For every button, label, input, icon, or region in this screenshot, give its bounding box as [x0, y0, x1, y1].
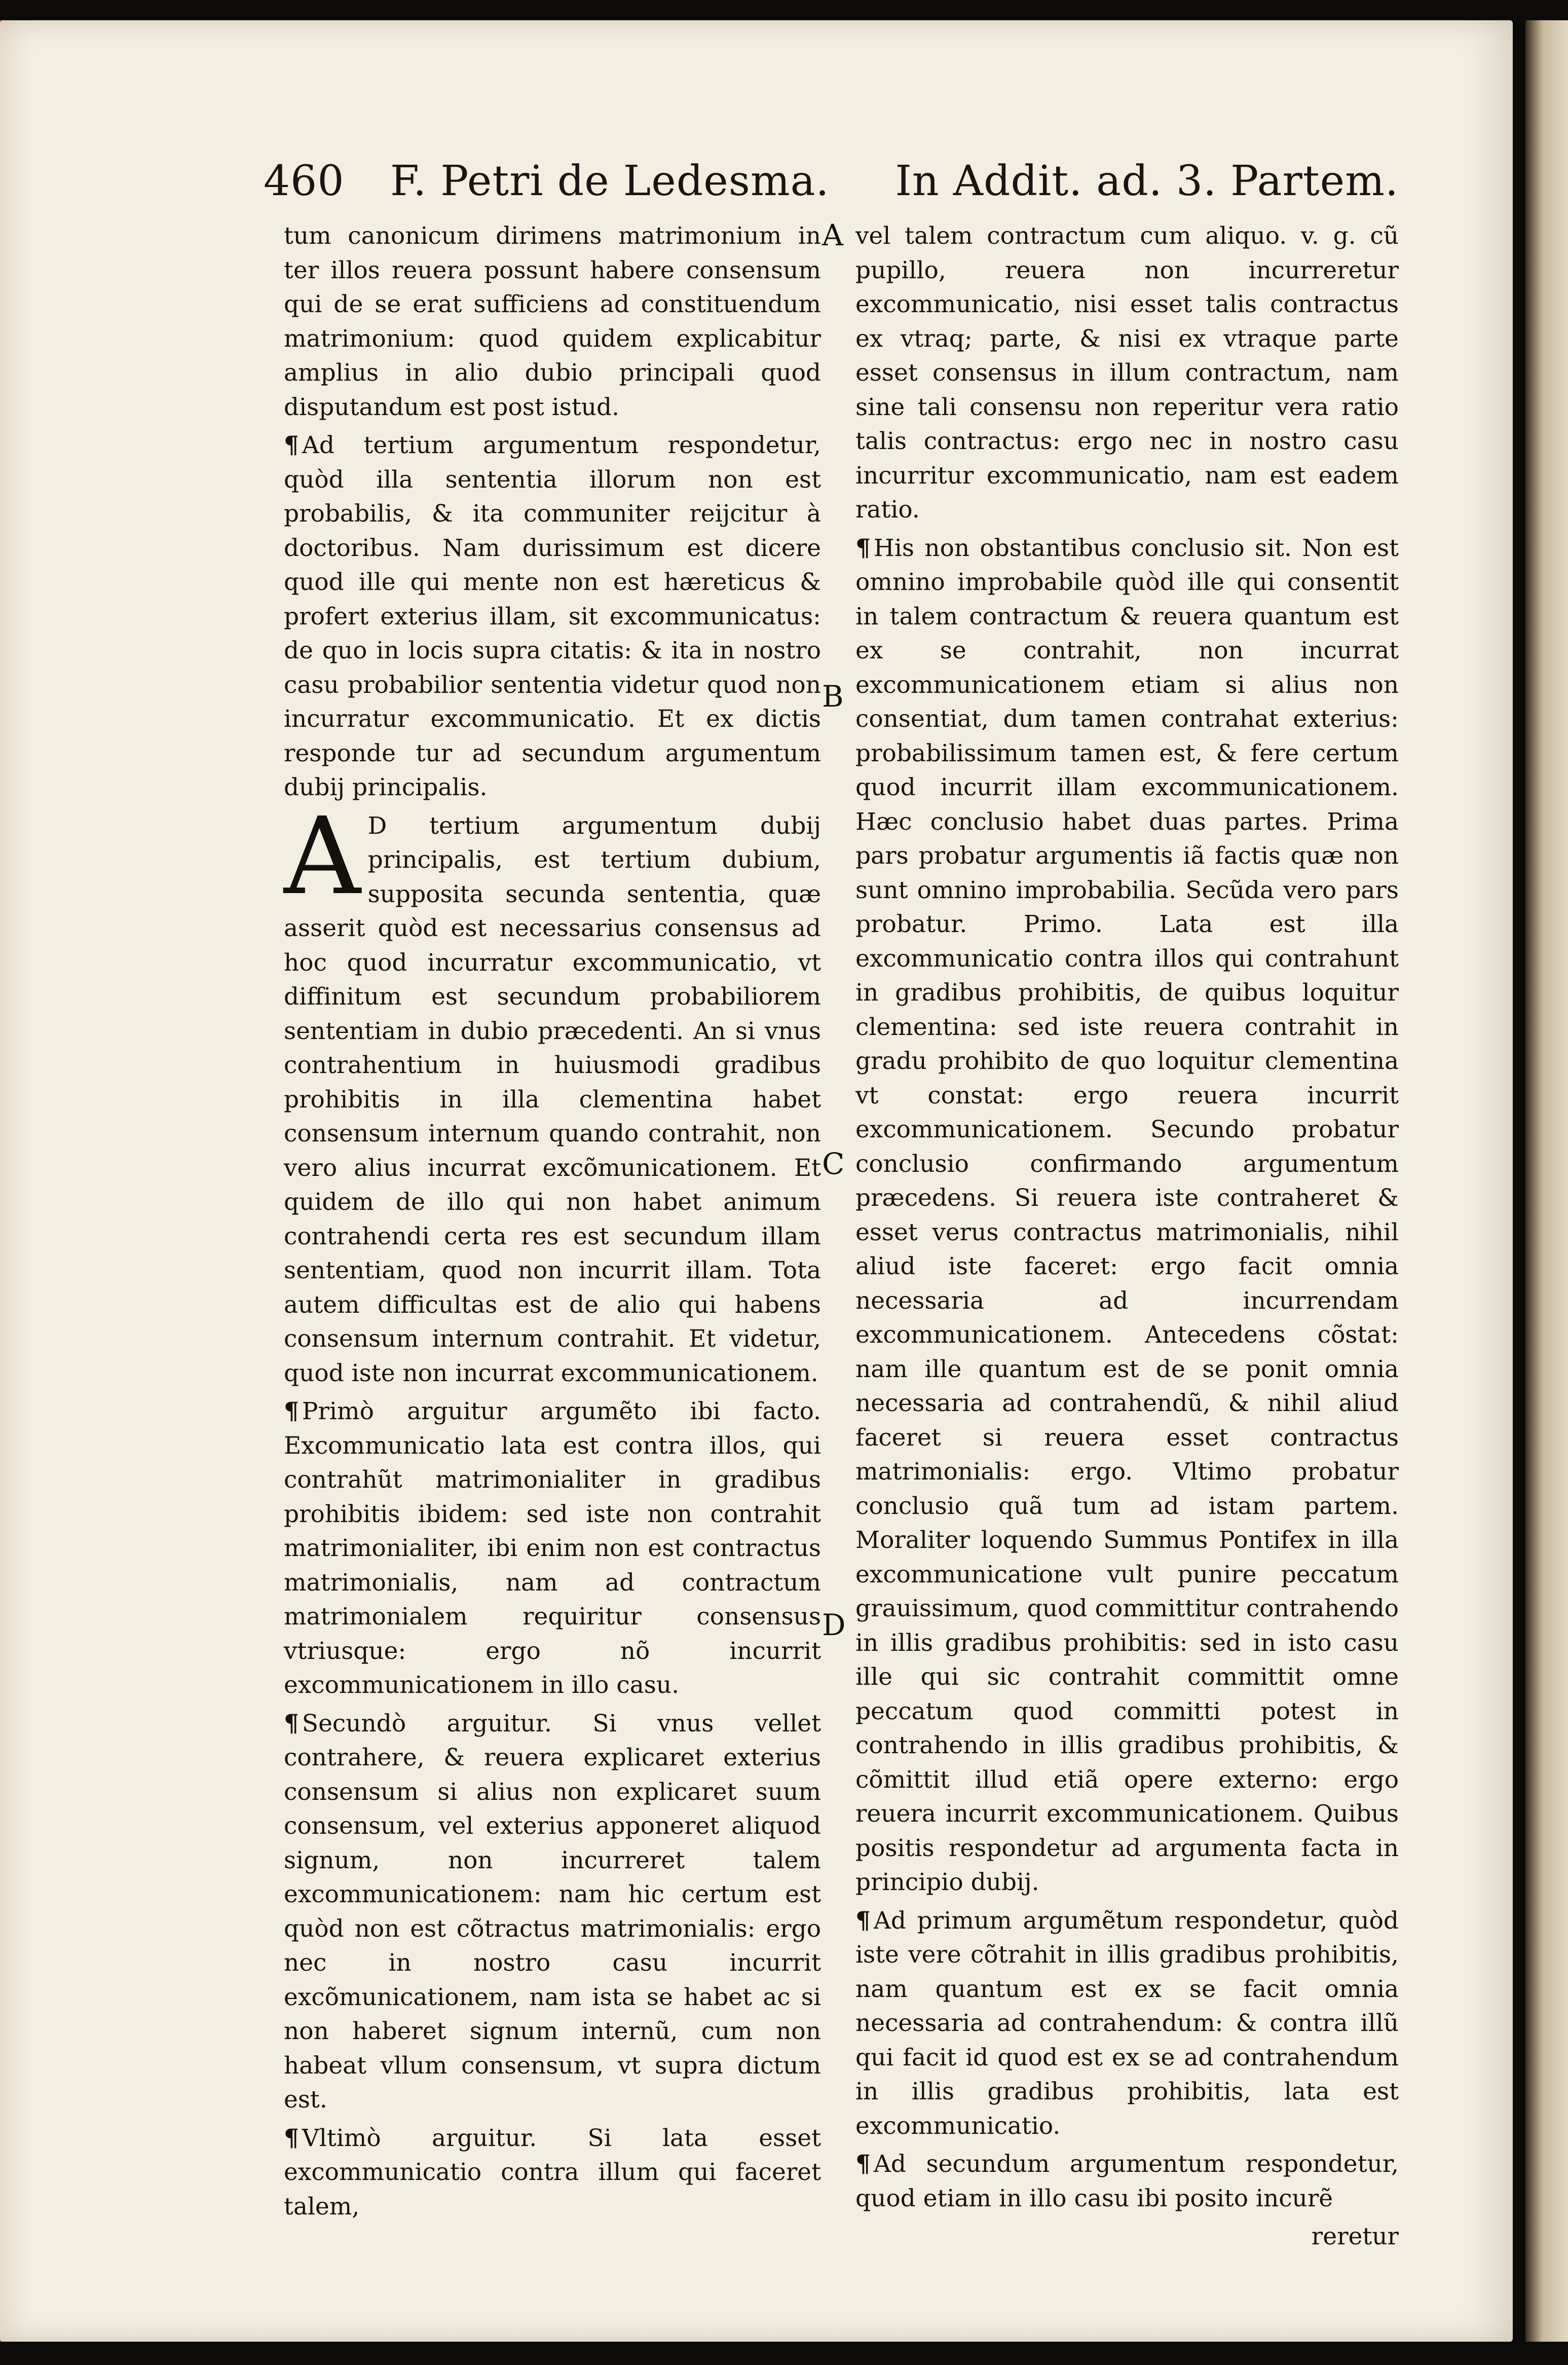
margin-marker-d: D	[822, 1608, 846, 1642]
drop-cap: A	[284, 794, 361, 918]
paragraph	[284, 428, 821, 805]
right-text-column	[855, 219, 1399, 2258]
paragraph	[855, 2147, 1399, 2215]
paragraph-text: His non obstantibus conclusio sit. Non est omnino improbabile quòd ille qui consentit in talem contractum & reuera quantum est ex se contrahit, non incurrat excommunicationem etiam si alius non consentiat, dum tamen contrahat exterius: probabilissimum tamen est, & fere certum quod incurrit illam excommunicationem. Hæc conclusio habet duas partes. Prima pars probatur argumentis iã factis quæ non sunt omnino improbabilia. Secũda vero pars probatur. Primo. Lata est illa excommunicatio contra illos qui contrahunt in gradibus prohibitis, de quibus loquitur clementina: sed iste reuera contrahit in gradu prohibito de quo loquitur clementina vt constat: ergo reuera incurrit excommunicationem. Secundo probatur conclusio confirmando argumentum præcedens. Si reuera iste contraheret & esset verus contractus matrimonialis, nihil aliud iste faceret: ergo facit omnia necessaria ad incurrendam excommunicationem. Antecedens cõstat: nam ille quantum est de se ponit omnia necessaria ad contrahendũ, & nihil aliud faceret si reuera esset contractus matrimonialis: ergo. Vltimo probatur conclusio quã tum ad istam partem. Moraliter loquendo Summus Pontifex in illa excommunicatione vult punire peccatum grauissimum, quod committitur contrahendo in illis gradibus prohibitis: sed in isto casu ille qui sic contrahit committit omne peccatum quod committi potest in contrahendo in illis gradibus prohibitis, & cõmittit illud etiã opere externo: ergo reuera incurrit excommunicationem. Quibus positis respondetur ad argumenta facta in principio dubij.	[855, 534, 1399, 1896]
paragraph-text: Secundò arguitur. Si vnus vellet contrahere, & reuera explicaret exterius consensum si alius non explicaret suum consensum, vel exterius apponeret aliquod signum, non incurreret talem excommunicationem: nam hic certum est quòd non est cõtractus matrimonialis: ergo nec in nostro casu incurrit excõmunicationem, nam ista se habet ac si non haberet signum internũ, cum non habeat vllum consensum, vt supra dictum est.	[284, 1709, 821, 2114]
paragraph: tum canonicum dirimens matrimonium in ter illos reuera possunt habere consensum qui de se erat sufficiens ad constituendum matrimonium: quod quidem explicabitur amplius in alio dubio principali quod disputandum est post istud.	[284, 222, 821, 421]
paragraph-text: Ad secundum argumentum respondetur, quod etiam in illo casu ibi posito incurẽ	[855, 2150, 1399, 2212]
paragraph	[855, 531, 1399, 1900]
left-text-column	[284, 219, 821, 2228]
margin-marker-b: B	[822, 679, 844, 714]
author-heading: F. Petri de Ledesma.	[390, 157, 830, 205]
pilcrow-icon: ¶	[284, 1709, 299, 1738]
page-header	[264, 152, 1399, 213]
paragraph	[284, 1707, 821, 2117]
pilcrow-icon: ¶	[284, 1397, 299, 1425]
adjacent-page-edge	[1525, 20, 1568, 2342]
running-title: In Addit. ad. 3. Partem.	[895, 157, 1399, 205]
paragraph: vel talem contractum cum aliquo. v. g. cũ pupillo, reuera non incurreretur excommunicatio, nisi esset talis contractus ex vtraq; parte, & nisi ex vtraque parte esset consensus in illum contractum, nam sine tali consensu non reperitur vera ratio talis contractus: ergo nec in nostro casu incurritur excommunicatio, nam est eadem ratio.	[855, 222, 1399, 524]
paragraph	[284, 2121, 821, 2224]
pilcrow-icon: ¶	[855, 1906, 871, 1935]
paragraph-text: Ad primum argumẽtum respondetur, quòd iste vere cõtrahit in illis gradibus prohibitis, nam quantum est ex se facit omnia necessaria ad contrahendum: & contra illũ qui facit id quod est ex se ad contrahendum in illis gradibus prohibitis, lata est excommunicatio.	[855, 1906, 1399, 2140]
margin-marker-a: A	[822, 218, 843, 252]
pilcrow-icon: ¶	[855, 2150, 871, 2178]
margin-marker-c: C	[822, 1147, 845, 1181]
paragraph	[855, 1904, 1399, 2144]
pilcrow-icon: ¶	[284, 2124, 299, 2152]
paragraph-text: D tertium argumentum dubij principalis, est tertium dubium, supposita secunda sententia, quæ asserit quòd est necessarius consensus ad hoc quod incurratur excommunicatio, vt diffinitum est secundum probabiliorem sententiam in dubio præcedenti. An si vnus contrahentium in huiusmodi gradibus prohibitis in illa clementina habet consensum internum quando contrahit, non vero alius incurrat excõmunicationem. Et quidem de illo qui non habet animum contrahendi certa res est secundum illam sententiam, quod non incurrit illam. Tota autem difficultas est de alio qui habens consensum internum contrahit. Et videtur, quod iste non incurrat excommunicationem.	[284, 811, 821, 1387]
paragraph-text: Vltimò arguitur. Si lata esset excommunicatio contra illum qui faceret talem,	[284, 2124, 821, 2221]
paragraph-text: Ad tertium argumentum respondetur, quòd illa sententia illorum non est probabilis, & ita communiter reijcitur à doctoribus. Nam durissimum est dicere quod ille qui mente non est hæreticus & profert exterius illam, sit excommunicatus: de quo in locis supra citatis: & ita in nostro casu probabilior sententia videtur quod non incurratur excommunicatio. Et ex dictis responde tur ad secundum argumentum dubij principalis.	[284, 431, 821, 801]
page-number: 460	[264, 157, 345, 205]
chapter-paragraph	[284, 794, 821, 1391]
pilcrow-icon: ¶	[284, 431, 299, 459]
catchword: reretur	[1311, 2223, 1399, 2250]
paragraph-text: Primò arguitur argumẽto ibi facto. Excommunicatio lata est contra illos, qui contrahũt matrimonialiter in gradibus prohibitis ibidem: sed iste non contrahit matrimonialiter, ibi enim non est contractus matrimonialis, nam ad contractum matrimonialem requiritur consensus vtriusque: ergo nõ incurrit excommunicationem in illo casu.	[284, 1397, 821, 1699]
pilcrow-icon: ¶	[855, 534, 871, 562]
paragraph	[284, 1394, 821, 1703]
